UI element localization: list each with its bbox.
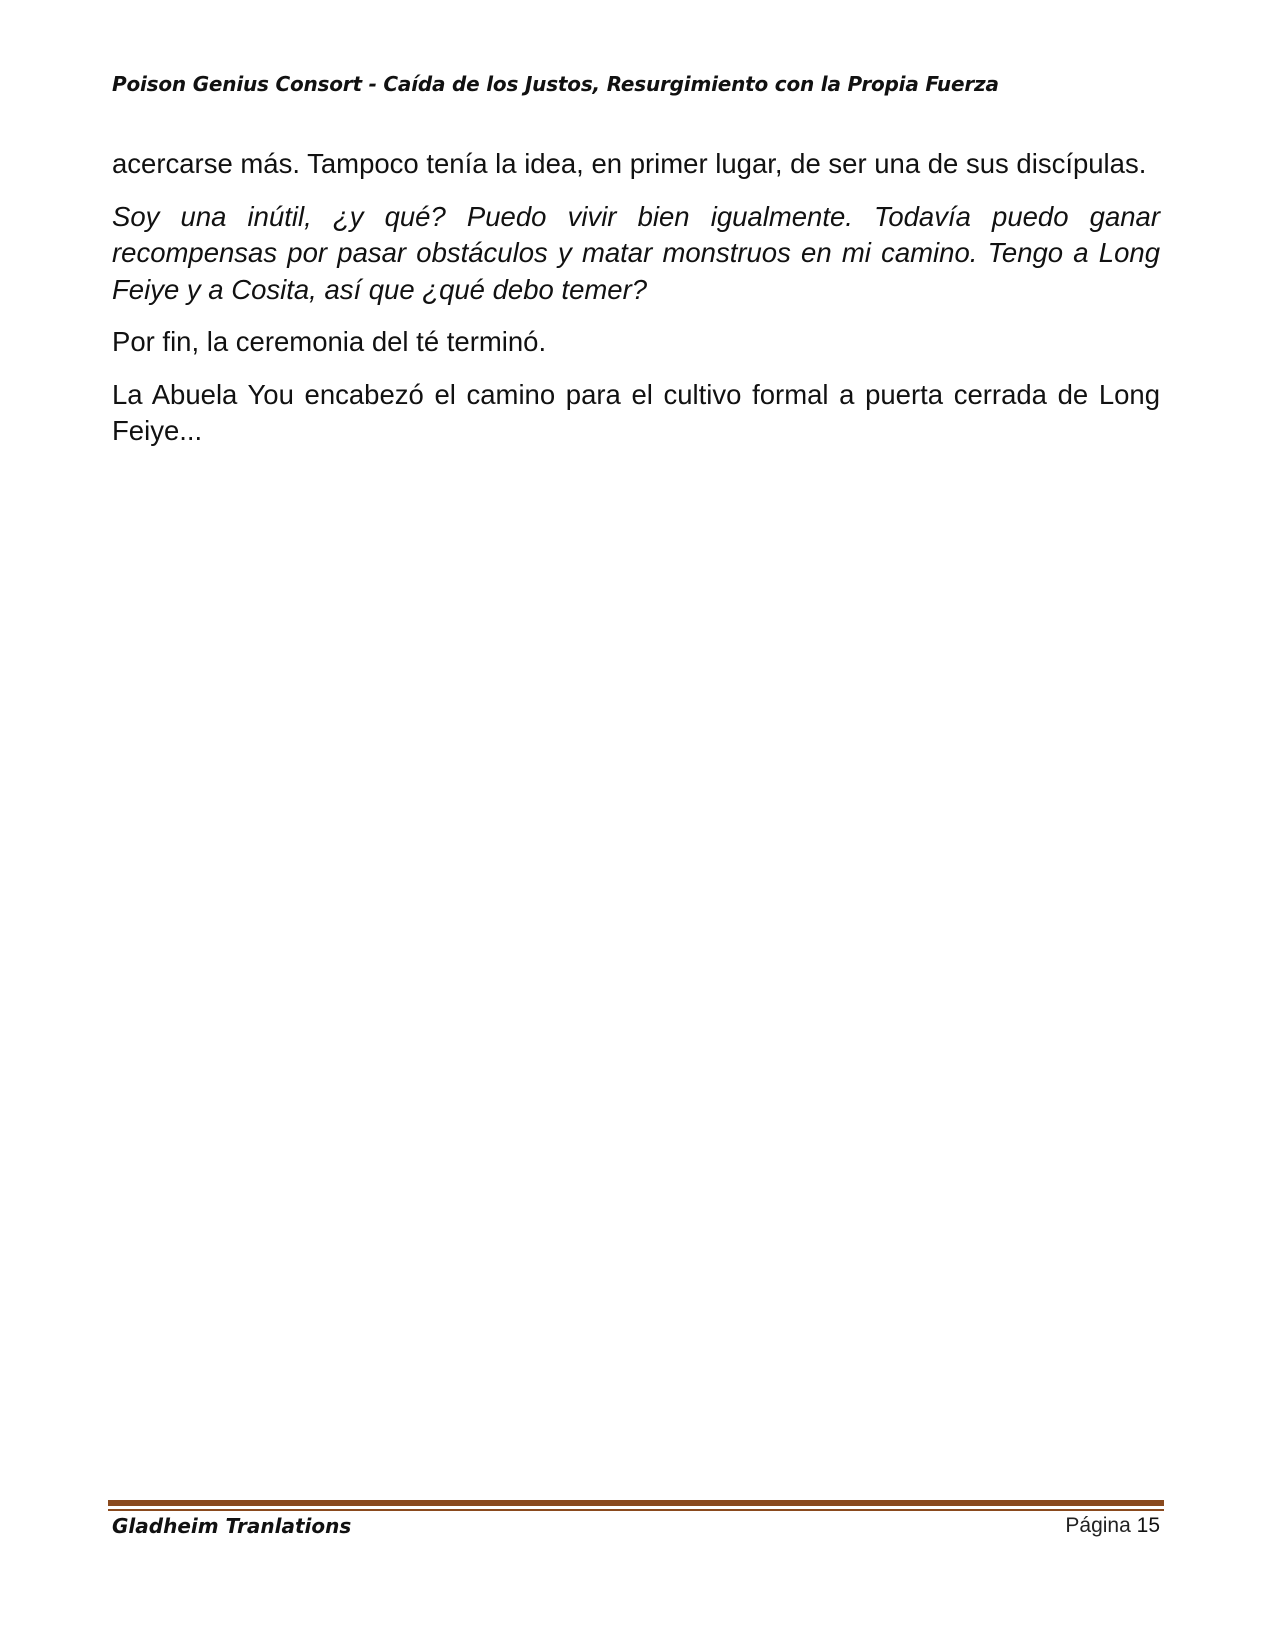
- paragraph: Por fin, la ceremonia del té terminó.: [112, 326, 547, 357]
- paragraph: La Abuela You encabezó el camino para el cultivo formal a puerta cerrada de Long Feiye...: [112, 378, 1160, 446]
- paragraph: acercarse más. Tampoco tenía la idea, en primer lugar, de ser una de sus discípulas.: [112, 148, 1147, 179]
- paragraph-italic-thought: Soy una inútil, ¿y qué? Puedo vivir bien igualmente. Todavía puedo ganar recompensas por pasar obstáculos y matar monstruos en mi camino. Tengo a Long Feiye y a Cosita, así que ¿qué debo temer?: [112, 200, 1160, 305]
- page-label: Página: [1065, 1514, 1131, 1537]
- footer-divider-thick: [108, 1500, 1164, 1506]
- body-text: [112, 146, 1160, 466]
- running-header: Poison Genius Consort - Caída de los Justos, Resurgimiento con la Propia Fuerza: [112, 72, 999, 96]
- footer-divider-thin: [108, 1509, 1164, 1511]
- footer-publisher: Gladheim Tranlations: [112, 1514, 352, 1538]
- page-number: 15: [1136, 1514, 1160, 1537]
- footer-page-indicator: [1065, 1514, 1160, 1538]
